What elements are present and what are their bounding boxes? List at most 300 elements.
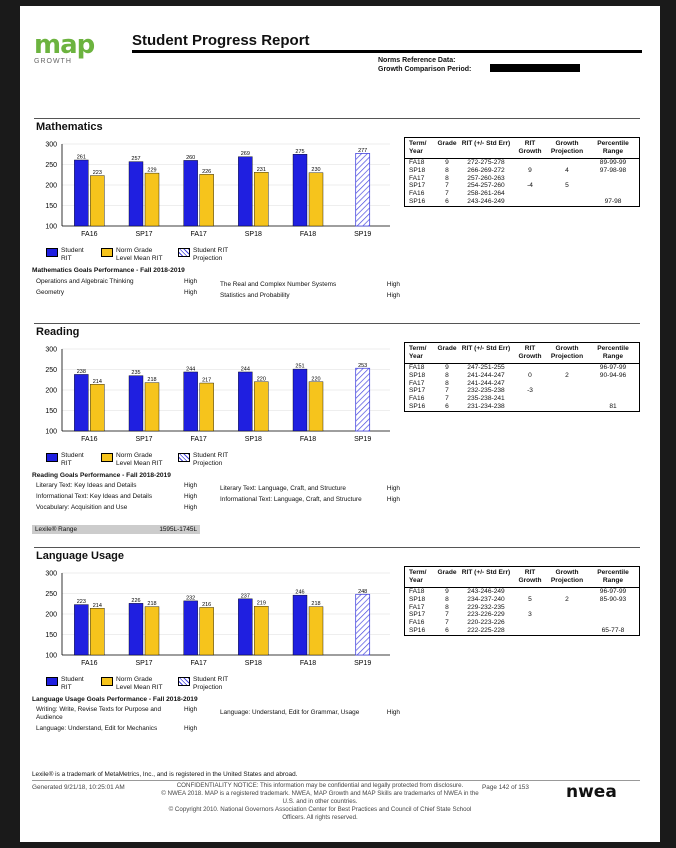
map-growth-logo <box>34 32 94 65</box>
table-cell-term: FA17 <box>409 603 425 611</box>
student-rit-bar <box>293 369 307 431</box>
x-tick-label: SP19 <box>354 436 372 443</box>
table-cell-proj <box>545 395 589 403</box>
table-cell-growth: -4 <box>527 182 533 190</box>
table-cell-pct <box>589 380 637 388</box>
student-rit-value-label: 226 <box>131 597 141 604</box>
table-cell-pct <box>589 395 637 403</box>
table-cell-growth <box>515 395 545 403</box>
table-cell-growth: -3 <box>527 387 533 395</box>
table-cell-term: FA18 <box>409 588 425 595</box>
table-cell-growth <box>515 604 545 612</box>
table-cell-rit: 222-225-228 <box>467 626 505 634</box>
section-title-language-usage: Language Usage <box>36 550 125 562</box>
language-usage-rit-table <box>404 566 640 636</box>
norm-rit-bar <box>254 606 268 655</box>
table-cell-grade: 7 <box>445 387 449 395</box>
x-tick-label: FA18 <box>299 436 317 443</box>
goal-level: High <box>184 289 198 296</box>
student-rit-bar <box>129 603 143 655</box>
reading-goals-title: Reading Goals Performance - Fall 2018-2019 <box>32 472 171 479</box>
table-cell-growth <box>515 364 545 372</box>
table-cell-pct: 89-99-99 <box>599 159 627 166</box>
table-cell-rit: 254-257-260 <box>467 182 505 190</box>
table-cell-proj <box>545 159 589 167</box>
reading-goals-right <box>220 485 400 507</box>
table-row <box>405 167 639 175</box>
table-row <box>405 159 639 167</box>
table-row <box>405 364 639 372</box>
table-cell-grade: 6 <box>445 626 449 634</box>
y-tick-label: 150 <box>45 408 57 415</box>
column-header-rit-growth: RIT Growth <box>518 569 542 584</box>
table-cell-proj <box>545 387 589 395</box>
table-cell-rit: 220-223-226 <box>467 619 505 627</box>
table-row <box>405 175 639 183</box>
table-cell-proj <box>545 175 589 183</box>
table-cell-pct <box>589 619 637 627</box>
legend-projection <box>178 247 237 263</box>
column-header-growth-projection: Growth Projection <box>550 140 584 155</box>
table-cell-grade: 8 <box>445 166 449 174</box>
norm-rit-bar <box>254 382 268 431</box>
projection-swatch <box>178 453 190 462</box>
norm-rit-bar <box>145 173 159 226</box>
table-header-row <box>405 343 639 364</box>
language-usage-goals-title: Language Usage Goals Performance - Fall 2018-2019 <box>32 696 198 703</box>
column-header-percentile: Percentile Range <box>597 345 629 360</box>
table-cell-grade: 8 <box>445 174 449 182</box>
table-cell-pct: 85-90-93 <box>599 595 627 603</box>
goal-item <box>220 485 400 493</box>
student-rit-bar <box>74 605 88 655</box>
student-rit-value-label: 223 <box>76 599 86 606</box>
reading-goals-left <box>36 482 214 515</box>
legend-label: Student RIT Projection <box>193 676 229 691</box>
y-tick-label: 300 <box>45 346 57 354</box>
report-title: Student Progress Report <box>132 32 310 49</box>
norm-rit-bar <box>254 172 268 226</box>
table-row <box>405 380 639 388</box>
goal-level: High <box>184 504 198 511</box>
x-tick-label: FA16 <box>81 436 98 443</box>
legend-student-rit <box>46 247 91 263</box>
goal-item <box>36 482 214 490</box>
language-usage-goals-left <box>36 706 214 736</box>
goal-name: The Real and Complex Number Systems <box>220 281 337 288</box>
norm-swatch <box>101 453 113 462</box>
column-header-rit: RIT (+/- Std Err) <box>461 140 511 147</box>
table-cell-term: SP17 <box>409 182 426 190</box>
table-cell-term: SP16 <box>409 197 426 205</box>
goal-name: Geometry <box>36 289 65 296</box>
table-cell-grade: 8 <box>445 603 449 611</box>
norm-rit-bar <box>145 607 159 655</box>
goal-level: High <box>386 709 400 716</box>
table-cell-term: SP18 <box>409 166 426 174</box>
legend-label: Student RIT Projection <box>193 452 229 467</box>
student-rit-value-label: 251 <box>295 363 305 370</box>
norm-rit-value-label: 226 <box>202 168 212 175</box>
table-cell-growth <box>515 175 545 183</box>
y-tick-label: 200 <box>45 387 57 395</box>
table-row <box>405 387 639 395</box>
table-cell-proj <box>545 604 589 612</box>
table-row <box>405 372 639 380</box>
mathematics-legend <box>46 247 237 263</box>
column-header-term: Term/ Year <box>409 569 427 584</box>
goal-item <box>36 725 214 733</box>
x-tick-label: FA16 <box>81 660 98 667</box>
table-cell-term: SP16 <box>409 402 426 410</box>
table-cell-growth <box>515 198 545 206</box>
norms-label: Norms Reference Data: <box>378 57 456 64</box>
mathematics-chart <box>30 134 400 246</box>
student-rit-value-label: 237 <box>240 593 250 600</box>
y-tick-label: 250 <box>45 367 57 374</box>
x-tick-label: SP17 <box>135 436 153 443</box>
table-cell-growth <box>515 588 545 596</box>
student-rit-value-label: 269 <box>240 151 250 158</box>
norm-rit-bar <box>309 173 323 226</box>
nwea-logo: nwea <box>566 782 617 802</box>
table-cell-pct <box>589 604 637 612</box>
norms-info <box>378 56 471 74</box>
table-cell-grade: 7 <box>445 611 449 619</box>
norm-rit-bar <box>200 174 214 226</box>
table-cell-grade: 8 <box>445 595 449 603</box>
norm-rit-value-label: 216 <box>202 601 212 608</box>
goal-name: Writing: Write, Revise Texts for Purpose and Audience <box>36 706 162 721</box>
x-tick-label: SP17 <box>135 660 153 667</box>
student-rit-value-label: 238 <box>76 368 86 375</box>
norm-rit-bar <box>309 607 323 655</box>
logo-text: map <box>34 30 95 60</box>
norm-rit-value-label: 217 <box>202 377 212 384</box>
table-cell-grade: 8 <box>445 379 449 387</box>
x-tick-label: FA17 <box>190 231 207 238</box>
goal-name: Informational Text: Language, Craft, and Structure <box>220 496 362 503</box>
legend-projection <box>178 676 237 692</box>
x-tick-label: SP19 <box>354 231 372 238</box>
goal-name: Language: Understand, Edit for Mechanics <box>36 725 158 732</box>
y-tick-label: 250 <box>45 162 57 169</box>
goal-level: High <box>386 496 400 503</box>
table-row <box>405 395 639 403</box>
table-row <box>405 596 639 604</box>
growth-period-label: Growth Comparison Period: <box>378 66 472 73</box>
table-cell-grade: 6 <box>445 197 449 205</box>
goal-level: High <box>386 292 400 299</box>
table-cell-term: FA17 <box>409 379 425 387</box>
copyright-text: © Copyright 2010. National Governors Association Center for Best Practices and Council of Chief State School Officers. All rights reserved. <box>168 806 472 821</box>
legend-norm <box>101 676 168 692</box>
x-tick-label: FA16 <box>81 231 98 238</box>
norm-swatch <box>101 248 113 257</box>
student-rit-value-label: 246 <box>295 589 305 596</box>
table-cell-term: SP17 <box>409 611 426 619</box>
norm-rit-value-label: 220 <box>256 376 266 383</box>
table-cell-term: SP18 <box>409 595 426 603</box>
goal-name: Informational Text: Key Ideas and Details <box>36 493 153 500</box>
table-cell-grade: 7 <box>445 395 449 403</box>
norm-rit-value-label: 218 <box>147 601 157 608</box>
table-row <box>405 182 639 190</box>
table-cell-proj: 5 <box>565 182 569 190</box>
table-cell-grade: 7 <box>445 182 449 190</box>
title-rule <box>132 50 642 53</box>
projection-value-label: 253 <box>358 362 368 369</box>
student-rit-value-label: 232 <box>186 595 196 602</box>
nwea-trademark-text: © NWEA 2018. MAP is a registered trademark. NWEA, MAP Growth and MAP Skills are trademarks of NWEA in the U.S. and in other countries. <box>161 790 479 805</box>
y-tick-label: 100 <box>45 652 57 660</box>
table-cell-rit: 266-269-272 <box>467 166 505 174</box>
x-tick-label: SP17 <box>135 231 153 238</box>
table-cell-pct: 96-97-99 <box>599 364 627 371</box>
table-cell-growth: 9 <box>528 166 532 174</box>
y-tick-label: 150 <box>45 203 57 210</box>
table-cell-growth <box>515 627 545 635</box>
goal-level: High <box>184 493 198 500</box>
lexile-range-bar <box>32 525 200 534</box>
table-row <box>405 619 639 627</box>
table-cell-growth: 3 <box>528 611 532 619</box>
table-cell-grade: 8 <box>445 371 449 379</box>
goal-name: Literary Text: Key Ideas and Details <box>36 482 137 489</box>
goal-item <box>36 504 214 512</box>
section-divider <box>34 547 640 548</box>
student-rit-bar <box>129 376 143 431</box>
language-usage-legend <box>46 676 237 692</box>
table-cell-rit: 258-261-264 <box>467 190 505 198</box>
norm-rit-value-label: 214 <box>92 602 102 609</box>
table-row <box>405 190 639 198</box>
student-rit-swatch <box>46 677 58 686</box>
table-cell-rit: 229-232-235 <box>467 603 505 611</box>
student-rit-bar <box>129 162 143 226</box>
table-cell-proj <box>545 190 589 198</box>
table-cell-rit: 234-237-240 <box>467 595 505 603</box>
table-cell-pct: 90-94-96 <box>599 371 627 379</box>
reading-rit-table <box>404 342 640 412</box>
table-cell-pct <box>589 387 637 395</box>
student-rit-value-label: 257 <box>131 156 141 163</box>
table-cell-proj <box>545 627 589 635</box>
y-tick-label: 300 <box>45 141 57 149</box>
table-cell-term: SP16 <box>409 626 426 634</box>
goal-name: Language: Understand, Edit for Grammar, Usage <box>220 709 360 716</box>
goal-name: Statistics and Probability <box>220 292 290 299</box>
table-cell-rit: 223-226-229 <box>467 611 505 619</box>
x-tick-label: SP18 <box>244 436 262 443</box>
norm-rit-value-label: 214 <box>92 378 102 385</box>
table-cell-pct: 65-77-8 <box>601 626 625 634</box>
reading-chart <box>30 339 400 451</box>
legend-label: Student RIT <box>61 676 84 691</box>
lexile-value: 1595L-1745L <box>159 526 197 533</box>
norm-rit-value-label: 229 <box>147 167 157 174</box>
student-rit-bar <box>238 157 252 226</box>
goal-level: High <box>184 278 198 285</box>
goal-item <box>220 281 400 289</box>
table-cell-rit: 257-260-263 <box>467 174 505 182</box>
projection-swatch <box>178 248 190 257</box>
table-cell-proj <box>545 403 589 411</box>
table-cell-term: FA18 <box>409 159 425 166</box>
table-cell-proj: 2 <box>565 371 569 379</box>
student-rit-value-label: 235 <box>131 370 141 377</box>
student-rit-value-label: 244 <box>186 366 196 373</box>
table-cell-pct <box>589 190 637 198</box>
mathematics-goals-title: Mathematics Goals Performance - Fall 2018-2019 <box>32 267 185 274</box>
norm-rit-value-label: 220 <box>311 376 321 383</box>
student-rit-swatch <box>46 248 58 257</box>
student-rit-bar <box>238 372 252 431</box>
table-row <box>405 604 639 612</box>
table-cell-term: SP17 <box>409 387 426 395</box>
footer-rule <box>32 780 640 781</box>
student-rit-value-label: 261 <box>76 154 86 161</box>
table-cell-rit: 241-244-247 <box>467 371 505 379</box>
table-cell-rit: 243-246-249 <box>467 197 505 205</box>
section-title-mathematics: Mathematics <box>36 121 103 133</box>
projection-value-label: 248 <box>358 588 368 595</box>
norm-swatch <box>101 677 113 686</box>
mathematics-rit-table <box>404 137 640 207</box>
table-cell-term: FA17 <box>409 174 425 182</box>
legend-norm <box>101 452 168 468</box>
table-cell-rit: 235-238-241 <box>467 395 505 403</box>
table-header-row <box>405 138 639 159</box>
legend-norm <box>101 247 168 263</box>
goal-level: High <box>184 706 198 713</box>
legend-label: Norm Grade Level Mean RIT <box>116 452 163 467</box>
norm-rit-bar <box>145 383 159 431</box>
table-cell-pct <box>589 175 637 183</box>
table-cell-proj: 4 <box>565 166 569 174</box>
legend-label: Norm Grade Level Mean RIT <box>116 676 163 691</box>
table-row <box>405 627 639 635</box>
goal-level: High <box>386 485 400 492</box>
language-usage-goals-right <box>220 709 400 720</box>
norm-rit-bar <box>309 382 323 431</box>
section-title-reading: Reading <box>36 326 80 338</box>
column-header-term: Term/ Year <box>409 345 427 360</box>
student-rit-bar <box>238 599 252 655</box>
y-tick-label: 200 <box>45 182 57 190</box>
table-cell-growth <box>515 403 545 411</box>
student-rit-bar <box>293 595 307 655</box>
section-divider <box>34 323 640 324</box>
table-cell-proj <box>545 364 589 372</box>
table-cell-rit: 272-275-278 <box>467 159 505 166</box>
reading-legend <box>46 452 237 468</box>
table-cell-proj <box>545 619 589 627</box>
table-cell-rit: 232-235-238 <box>467 387 505 395</box>
norm-rit-value-label: 223 <box>92 170 102 177</box>
table-row <box>405 198 639 206</box>
confidentiality-text: CONFIDENTIALITY NOTICE: This information may be confidential and legally protected from disclosure. <box>176 782 464 789</box>
norm-rit-bar <box>90 384 104 431</box>
column-header-rit-growth: RIT Growth <box>518 345 542 360</box>
norm-rit-value-label: 231 <box>256 166 266 173</box>
legend-label: Student RIT Projection <box>193 247 229 262</box>
table-cell-pct <box>589 611 637 619</box>
student-rit-bar <box>184 601 198 655</box>
table-row <box>405 588 639 596</box>
goal-name: Operations and Algebraic Thinking <box>36 278 134 285</box>
table-cell-proj: 2 <box>565 595 569 603</box>
y-tick-label: 300 <box>45 570 57 578</box>
projection-bar <box>356 594 370 655</box>
column-header-term: Term/ Year <box>409 140 427 155</box>
redacted-block <box>490 64 580 72</box>
norm-rit-value-label: 218 <box>311 601 321 608</box>
table-row <box>405 611 639 619</box>
y-tick-label: 150 <box>45 632 57 639</box>
table-cell-grade: 7 <box>445 190 449 198</box>
legend-label: Student RIT <box>61 452 84 467</box>
table-cell-growth <box>515 190 545 198</box>
table-cell-term: FA16 <box>409 619 425 627</box>
x-tick-label: FA17 <box>190 660 207 667</box>
legend-label: Norm Grade Level Mean RIT <box>116 247 163 262</box>
goal-item <box>220 709 400 717</box>
table-cell-rit: 231-234-238 <box>467 402 505 410</box>
table-cell-pct: 96-97-99 <box>599 588 627 595</box>
x-tick-label: SP18 <box>244 231 262 238</box>
norm-rit-bar <box>200 607 214 655</box>
table-cell-growth: 5 <box>528 595 532 603</box>
goal-name: Vocabulary: Acquisition and Use <box>36 504 128 511</box>
goal-level: High <box>386 281 400 288</box>
generated-timestamp: Generated 9/21/18, 10:25:01 AM <box>32 784 125 791</box>
language-usage-chart <box>30 563 400 675</box>
norm-rit-bar <box>90 608 104 655</box>
table-cell-grade: 9 <box>445 364 449 371</box>
student-rit-bar <box>74 374 88 431</box>
x-tick-label: SP19 <box>354 660 372 667</box>
legend-student-rit <box>46 676 91 692</box>
norm-rit-value-label: 218 <box>147 377 157 384</box>
student-rit-value-label: 275 <box>295 148 305 155</box>
x-tick-label: FA17 <box>190 436 207 443</box>
legend-projection <box>178 452 237 468</box>
y-tick-label: 250 <box>45 591 57 598</box>
table-cell-term: FA16 <box>409 395 425 403</box>
section-divider <box>34 118 640 119</box>
column-header-grade: Grade <box>437 569 457 576</box>
table-cell-rit: 241-244-247 <box>467 379 505 387</box>
lexile-label: Lexile® Range <box>35 526 78 533</box>
norm-rit-bar <box>90 176 104 226</box>
column-header-rit: RIT (+/- Std Err) <box>461 569 511 576</box>
column-header-percentile: Percentile Range <box>597 140 629 155</box>
column-header-growth-projection: Growth Projection <box>550 569 584 584</box>
table-cell-pct: 81 <box>609 402 617 410</box>
y-tick-label: 100 <box>45 428 57 436</box>
mathematics-goals-right <box>220 281 400 303</box>
x-tick-label: FA18 <box>299 231 317 238</box>
table-cell-grade: 7 <box>445 619 449 627</box>
table-cell-pct: 97-98-98 <box>599 166 627 174</box>
table-cell-term: FA18 <box>409 364 425 371</box>
column-header-grade: Grade <box>437 140 457 147</box>
table-cell-proj <box>545 611 589 619</box>
student-rit-value-label: 260 <box>186 154 196 161</box>
student-rit-bar <box>184 372 198 431</box>
projection-value-label: 277 <box>358 147 368 154</box>
